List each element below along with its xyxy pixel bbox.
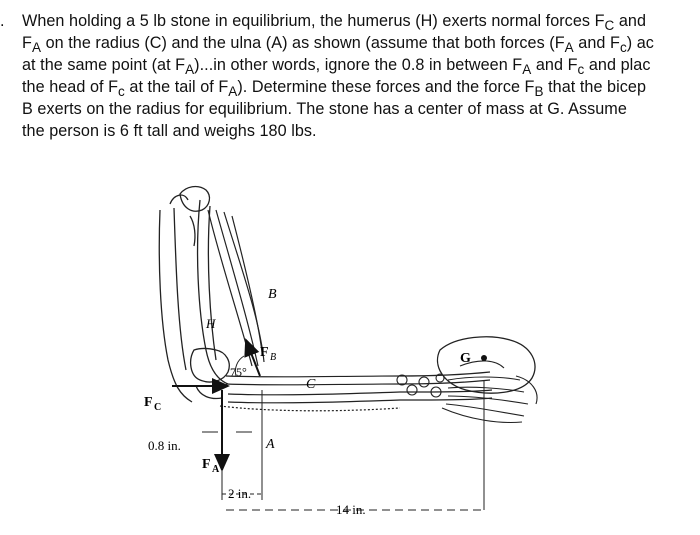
problem-line-1: When holding a 5 lb stone in equilibrium, the humerus (H) exerts normal forces $F_C$ and [22,12,647,34]
label-fc-sub: C [154,402,162,413]
label-fb-sub: B [270,352,277,363]
label-fc: F [144,395,153,410]
arm-diagram [140,180,560,530]
label-c: C [306,377,316,392]
label-fa-sub: A [212,464,220,475]
label-d2: 14 in. [336,502,366,517]
problem-line-5: B exerts on the radius for equilibrium. The stone has a center of mass at G. Assume [22,100,627,118]
label-gap: 0.8 in. [148,438,181,453]
label-h: H [206,316,216,331]
label-d1: 2 in. [228,486,252,501]
label-fa: F [202,457,211,472]
problem-line-2: $F_A$ on the radius (C) and the ulna (A) as shown (assume that both forces ($F_A$ and $F_c$) ac [22,34,654,56]
arm-diagram-svg [140,180,560,530]
label-angle: 75° [230,365,247,379]
problem-line-4: the head of $F_c$ at the tail of $F_A$). Determine these forces and the force $F_B$ that the bicep [22,78,647,100]
center-of-mass-dot [481,355,487,361]
label-fb: F [260,345,269,360]
problem-statement [0,10,700,160]
label-g: G [460,351,471,366]
problem-number: . [0,12,5,30]
problem-line-6: the person is 6 ft tall and weighs 180 lbs. [22,122,317,140]
biceps-drawing [208,210,264,366]
label-b: B [268,287,277,302]
problem-line-3: at the same point (at $F_A)...in$ other words, ignore the 0.8 in between $F_A$ and $F_c$ and plac [22,56,651,78]
label-a: A [266,437,275,452]
stone-drawing [438,337,536,393]
